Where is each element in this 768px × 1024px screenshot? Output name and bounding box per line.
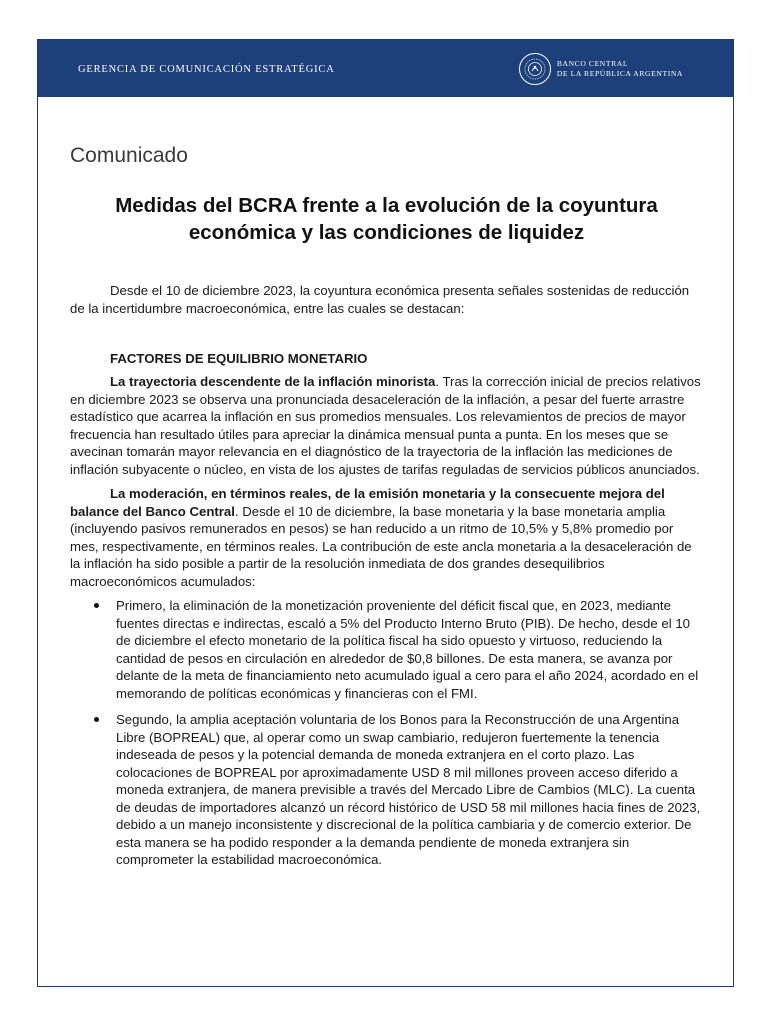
bullet-list	[70, 597, 703, 869]
paragraph-monetary-text: . Desde el 10 de diciembre, la base monetaria y la base monetaria amplia (incluyendo pasivos remunerados en pesos) se han reducido a un ritmo de 10,5% y 5,8% promedio por mes, respectivamente, en términos reales. La contribución de este ancla monetaria a la desaceleración de la inflación ha sido posible a partir de la resolución inmediata de dos grandes desequilibrios macroeconómicos acumulados:	[70, 503, 692, 589]
bullet-icon	[94, 717, 99, 722]
list-item	[70, 597, 703, 702]
paragraph-inflation-text: . Tras la corrección inicial de precios relativos en diciembre 2023 se observa una pronunciada desaceleración de la inflación, a pesar del fuerte arrastre estadístico que acarrea la inflación en sus promedios mensuales. Los relevamientos de precios de mayor frecuencia han resultado útiles para apreciar la dinámica mensual punta a punta. En los meses que se avecinan tomarán mayor relevancia en el diagnóstico de la trayectoria de la inflación las mediciones de inflación subyacente o núcleo, en vista de los ajustes de tarifas reguladas de servicios públicos anunciados.	[70, 374, 701, 477]
list-item	[70, 711, 703, 869]
document-title: Medidas del BCRA frente a la evolución de la coyuntura económica y las condiciones de liquidez	[115, 194, 658, 244]
paragraph-inflation-lead: La trayectoria descendente de la inflación minorista	[110, 374, 436, 389]
bullet-icon	[94, 603, 99, 608]
list-item-text: Segundo, la amplia aceptación voluntaria de los Bonos para la Reconstrucción de una Argentina Libre (BOPREAL) que, al operar como un swap cambiario, redujeron fuertemente la tenencia indeseada de pesos y la potencial demanda de moneda extranjera en el corto plazo. Las colocaciones de BOPREAL por aproximadamente USD 8 mil millones proveen acceso diferido a moneda extranjera, de manera previsible a través del Mercado Libre de Cambios (MLC). La cuenta de deudas de importadores alcanzó un récord histórico de USD 58 mil millones hacia fines de 2023, debido a un manejo inconsistente y discrecional de la política cambiaria y de comercio exterior. De esta manera se ha podido responder a la demanda pendiente de moneda extranjera sin comprometer la estabilidad macroeconómica.	[116, 712, 701, 867]
department-label: GERENCIA DE COMUNICACIÓN ESTRATÉGICA	[78, 64, 335, 75]
section-heading: FACTORES DE EQUILIBRIO MONETARIO	[110, 351, 368, 366]
bcra-seal-icon	[519, 53, 551, 85]
list-item-text: Primero, la eliminación de la monetización proveniente del déficit fiscal que, en 2023, mediante fuentes directas e indirectas, escaló a 5% del Producto Interno Bruto (PIB). De hecho, desde el 10 de diciembre el efecto monetario de la política fiscal ha sido opuesto y virtuoso, reduciendo la cantidad de pesos en circulación en alrededor de $0,8 billones. De esta manera, se avanza por delante de la meta de financiamiento neto acumulado igual a cero para el año 2024, acordado en el memorando de políticas económicas y financieras con el FMI.	[116, 598, 699, 701]
paragraph-inflation	[70, 373, 703, 478]
paragraph-monetary	[70, 485, 703, 590]
bank-name-line-2: DE LA REPÚBLICA ARGENTINA	[556, 68, 683, 78]
intro-paragraph: Desde el 10 de diciembre 2023, la coyuntura económica presenta señales sostenidas de reducción de la incertidumbre macroeconómica, entre las cuales se destacan:	[70, 283, 690, 316]
document-body	[70, 144, 703, 878]
document-page	[37, 39, 734, 987]
bank-name-line-1: BANCO CENTRAL	[556, 58, 629, 68]
document-type: Comunicado	[70, 144, 188, 167]
paragraph-monetary-lead: La moderación, en términos reales, de la emisión monetaria y la consecuente mejora del balance del Banco Central	[70, 486, 665, 519]
header-band	[38, 40, 733, 97]
bank-logo	[519, 53, 683, 85]
bank-name	[557, 59, 683, 79]
